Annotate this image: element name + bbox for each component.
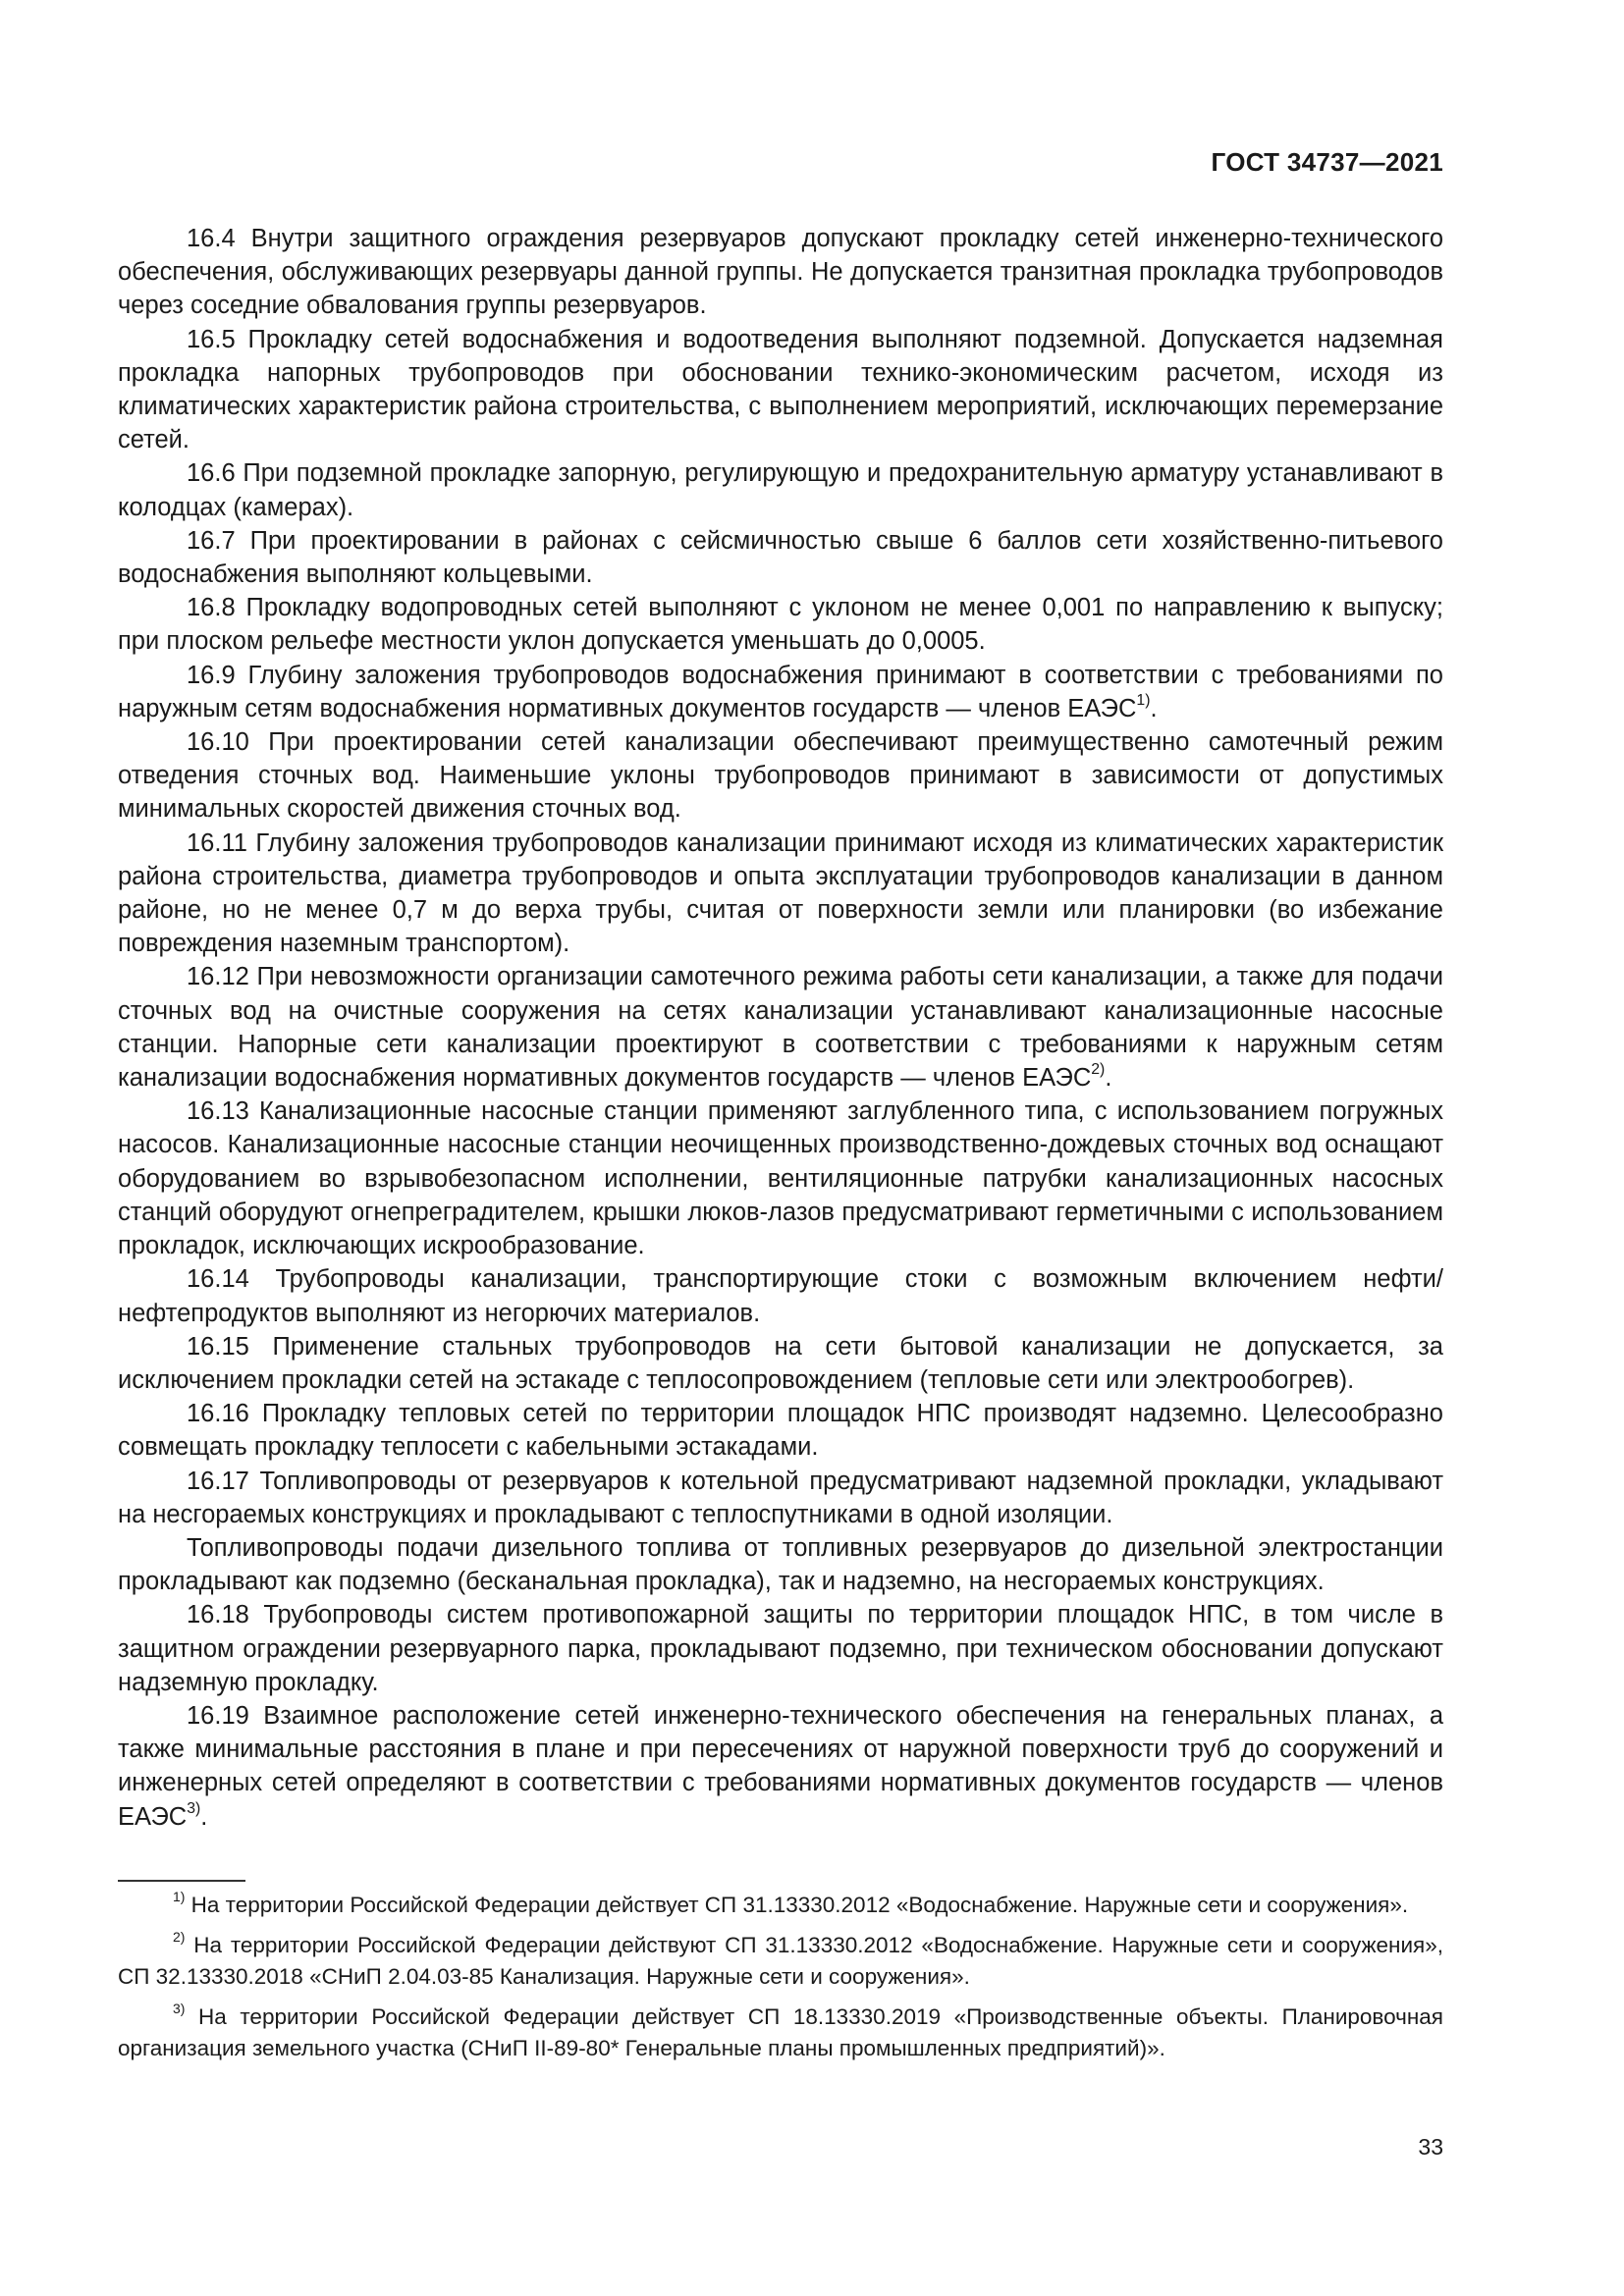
footnote-1 [118, 1890, 1443, 1921]
footnote-2 [118, 1930, 1443, 1993]
paragraph-text: 16.8 Прокладку водопроводных сетей выполняют с уклоном не менее 0,001 по направлению к выпуску; при плоском рельефе местности уклон допускается уменьшать до 0,0005. [118, 594, 1443, 656]
document-code-header: ГОСТ 34737—2021 [1211, 147, 1443, 177]
footnotes-section [118, 1890, 1443, 2073]
paragraph-text: 16.12 При невозможности организации самотечного режима работы сети канализации, а также для подачи сточных вод на очистные сооружения на сетях канализации устанавливают канализационные насосные станции. Напорные сети канализации проектируют в соответствии с требованиями к наружным сетям канализации водоснабжения нормативных документов государств — членов ЕАЭС [118, 963, 1443, 1093]
paragraph-text: Топливопроводы подачи дизельного топлива от топливных резервуаров до дизельной электростанции прокладывают как подземно (бесканальная прокладка), так и надземно, на несгораемых конструкциях. [118, 1533, 1443, 1596]
paragraph-text: 16.10 При проектировании сетей канализации обеспечивают преимущественно самотечный режим отведения сточных вод. Наименьшие уклоны трубопроводов принимают в зависимости от допустимых минимальных скоростей движения сточных вод. [118, 728, 1443, 824]
footnote-mark: 1) [173, 1889, 186, 1905]
paragraph-16-8 [118, 591, 1443, 658]
footnote-ref[interactable]: 2) [1091, 1061, 1106, 1079]
paragraph-text: 16.17 Топливопроводы от резервуаров к котельной предусматривают надземной прокладки, укладывают на несгораемых конструкциях и прокладывают с теплоспутниками в одной изоляции. [118, 1467, 1443, 1528]
footnote-text: На территории Российской Федерации действует СП 18.13330.2019 «Производственные объекты. Планировочная организация земельного участка (СНиП II-89-80* Генеральные планы промышленных предприятий)». [118, 2004, 1443, 2060]
paragraph-text: 16.4 Внутри защитного ограждения резервуаров допускают прокладку сетей инженерно-технического обеспечения, обслуживающих резервуары данной группы. Не допускается транзитная прокладка трубопроводов через соседние обвалования группы резервуаров. [118, 225, 1443, 320]
paragraph-16-18 [118, 1598, 1443, 1699]
paragraph-text: 16.6 При подземной прокладке запорную, регулирующую и предохранительную арматуру устанавливают в колодцах (камерах). [118, 459, 1443, 521]
paragraph-16-4 [118, 222, 1443, 323]
paragraph-16-13 [118, 1095, 1443, 1262]
paragraph-16-14 [118, 1262, 1443, 1329]
paragraph-text: 16.5 Прокладку сетей водоснабжения и водоотведения выполняют подземной. Допускается надземная прокладка напорных трубопроводов при обосновании технико-экономическим расчетом, исходя из климатических характеристик района строительства, с выполнением мероприятий, исключающих перемерзание сетей. [118, 325, 1443, 454]
footnote-divider [118, 1880, 245, 1882]
footnote-mark: 2) [173, 1929, 186, 1946]
footnote-text: На территории Российской Федерации действуют СП 31.13330.2012 «Водоснабжение. Наружные сети и сооружения», СП 32.13330.2018 «СНиП 2.04.03-85 Канализация. Наружные сети и сооружения». [118, 1933, 1443, 1989]
paragraph-text: 16.9 Глубину заложения трубопроводов водоснабжения принимают в соответствии с требованиями по наружным сетям водоснабжения нормативных документов государств — членов ЕАЭС [118, 661, 1443, 722]
footnote-ref[interactable]: 1) [1136, 691, 1151, 709]
paragraph-text: 16.13 Канализационные насосные станции применяют заглубленного типа, с использованием погружных насосов. Канализационные насосные станции неочищенных производственно-дождевых сточных вод оснащают оборудованием во взрывобезопасном исполнении, вентиляционные патрубки канализационных насосных станций оборудуют огнепреградителем, крышки люков-лазов предусматривают герметичными с использованием прокладок, исключающих искрообразование. [118, 1097, 1443, 1260]
paragraph-16-11 [118, 827, 1443, 961]
paragraph-16-10 [118, 725, 1443, 827]
footnote-mark: 3) [173, 2001, 186, 2017]
footnote-text: На территории Российской Федерации действует СП 31.13330.2012 «Водоснабжение. Наружные сети и сооружения». [190, 1893, 1409, 1917]
paragraph-text: 16.15 Применение стальных трубопроводов на сети бытовой канализации не допускается, за исключением прокладки сетей на эстакаде с теплосопровождением (тепловые сети или электрообогрев). [118, 1332, 1443, 1394]
paragraph-16-6 [118, 456, 1443, 523]
footnote-ref[interactable]: 3) [187, 1799, 201, 1817]
page-number: 33 [1418, 2134, 1443, 2160]
paragraph-text: 16.19 Взаимное расположение сетей инженерно-технического обеспечения на генеральных планах, а также минимальные расстояния в плане и при пересечениях от наружной поверхности труб до сооружений и инженерных сетей определяют в соответствии с требованиями нормативных документов государств — членов ЕАЭС [118, 1701, 1443, 1831]
paragraph-16-17-continued [118, 1531, 1443, 1598]
paragraph-16-19: 16.19 Взаимное расположение сетей инженерно-технического обеспечения на генеральных планах, а также минимальные расстояния в плане и при пересечениях от наружной поверхности труб до сооружений и инженерных сетей определяют в соответствии с требованиями нормативных документов государств — членов ЕАЭС$^{3)}$. [118, 1701, 1443, 1831]
paragraph-16-9: 16.9 Глубину заложения трубопроводов водоснабжения принимают в соответствии с требованиями по наружным сетям водоснабжения нормативных документов государств — членов ЕАЭС$^{1)}$. [118, 661, 1443, 722]
paragraph-16-7 [118, 524, 1443, 591]
paragraph-16-17 [118, 1465, 1443, 1531]
document-body [118, 222, 1443, 1834]
paragraph-text: 16.18 Трубопроводы систем противопожарной защиты по территории площадок НПС, в том числе в защитном ограждении резервуарного парка, прокладывают подземно, при техническом обосновании допускают надземную прокладку. [118, 1601, 1443, 1696]
paragraph-text: 16.16 Прокладку тепловых сетей по территории площадок НПС производят надземно. Целесообразно совмещать прокладку теплосети с кабельными эстакадами. [118, 1400, 1443, 1462]
paragraph-16-12: 16.12 При невозможности организации самотечного режима работы сети канализации, а также для подачи сточных вод на очистные сооружения на сетях канализации устанавливают канализационные насосные станции. Напорные сети канализации проектируют в соответствии с требованиями к наружным сетям канализации водоснабжения нормативных документов государств — членов ЕАЭС$^{2)}$. [118, 963, 1443, 1093]
paragraph-text: 16.7 При проектировании в районах с сейсмичностью свыше 6 баллов сети хозяйственно-питьевого водоснабжения выполняют кольцевыми. [118, 526, 1443, 589]
paragraph-text: 16.11 Глубину заложения трубопроводов канализации принимают исходя из климатических характеристик района строительства, диаметра трубопроводов и опыта эксплуатации трубопроводов канализации в данном районе, но не менее 0,7 м до верха трубы, считая от поверхности земли или планировки (во избежание повреждения наземным транспортом). [118, 828, 1443, 958]
paragraph-16-16 [118, 1397, 1443, 1464]
footnote-3 [118, 2002, 1443, 2064]
paragraph-16-15 [118, 1330, 1443, 1397]
paragraph-16-5 [118, 323, 1443, 457]
paragraph-text: 16.14 Трубопроводы канализации, транспортирующие стоки с возможным включением нефти/нефтепродуктов выполняют из негорючих материалов. [118, 1265, 1443, 1327]
